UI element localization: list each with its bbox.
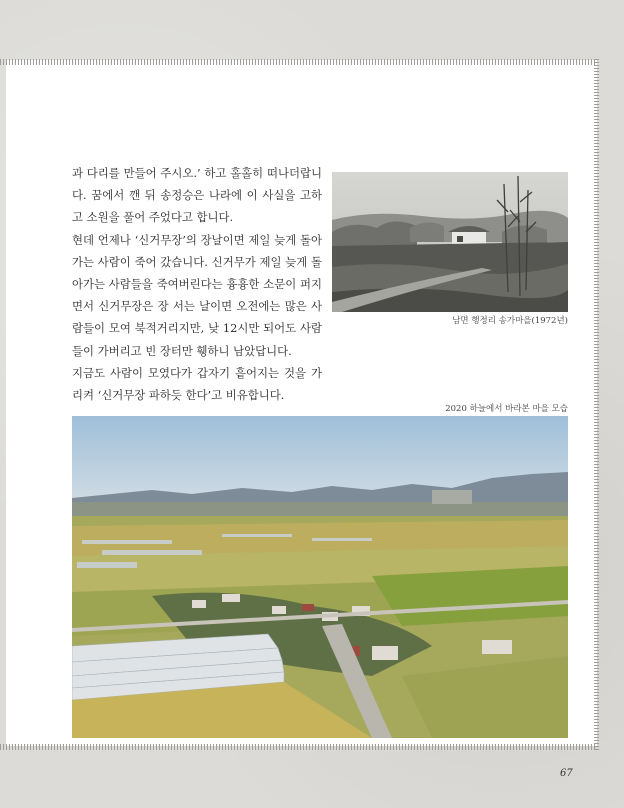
story-text bbox=[72, 162, 322, 406]
paragraph-2: 현데 언제나 ‘신거무장’의 장날이면 제일 늦게 돌아가는 사람이 죽어 갔습니다. 신거무가 제일 늦게 돌아가는 사람들을 죽여버린다는 흉흉한 소문이 퍼지면서 신거무장은 장 서는 날이면 오전에는 많은 사람들이 모여 북적거리지만, 낮 12시만 되어도 사람들이 가버리고 빈 장터만 휑하니 남았답니다. bbox=[72, 232, 322, 358]
page-number: 67 bbox=[560, 768, 573, 779]
paragraph-3: 지금도 사람이 모였다가 갑자기 흩어지는 것을 가리켜 ‘신거무장 파하듯 한다’고 비유합니다. bbox=[72, 365, 322, 403]
bottom-stitch-border bbox=[0, 744, 597, 750]
historic-village-photo bbox=[332, 172, 568, 312]
top-stitch-border bbox=[0, 59, 597, 65]
historic-photo-image bbox=[332, 172, 568, 312]
historic-photo-caption: 남면 행정리 송가마을(1972년) bbox=[452, 316, 568, 326]
aerial-photo-caption: 2020 하늘에서 바라본 마을 모습 bbox=[445, 404, 568, 414]
paragraph-1: 과 다리를 만들어 주시오.’ 하고 홀홀히 떠나더랍니다. 꿈에서 깬 뒤 송정승은 나라에 이 사실을 고하고 소원을 풀어 주었다고 합니다. bbox=[72, 166, 322, 225]
aerial-village-photo bbox=[72, 416, 568, 738]
aerial-photo-image bbox=[72, 416, 568, 738]
right-stitch-border bbox=[594, 59, 599, 750]
